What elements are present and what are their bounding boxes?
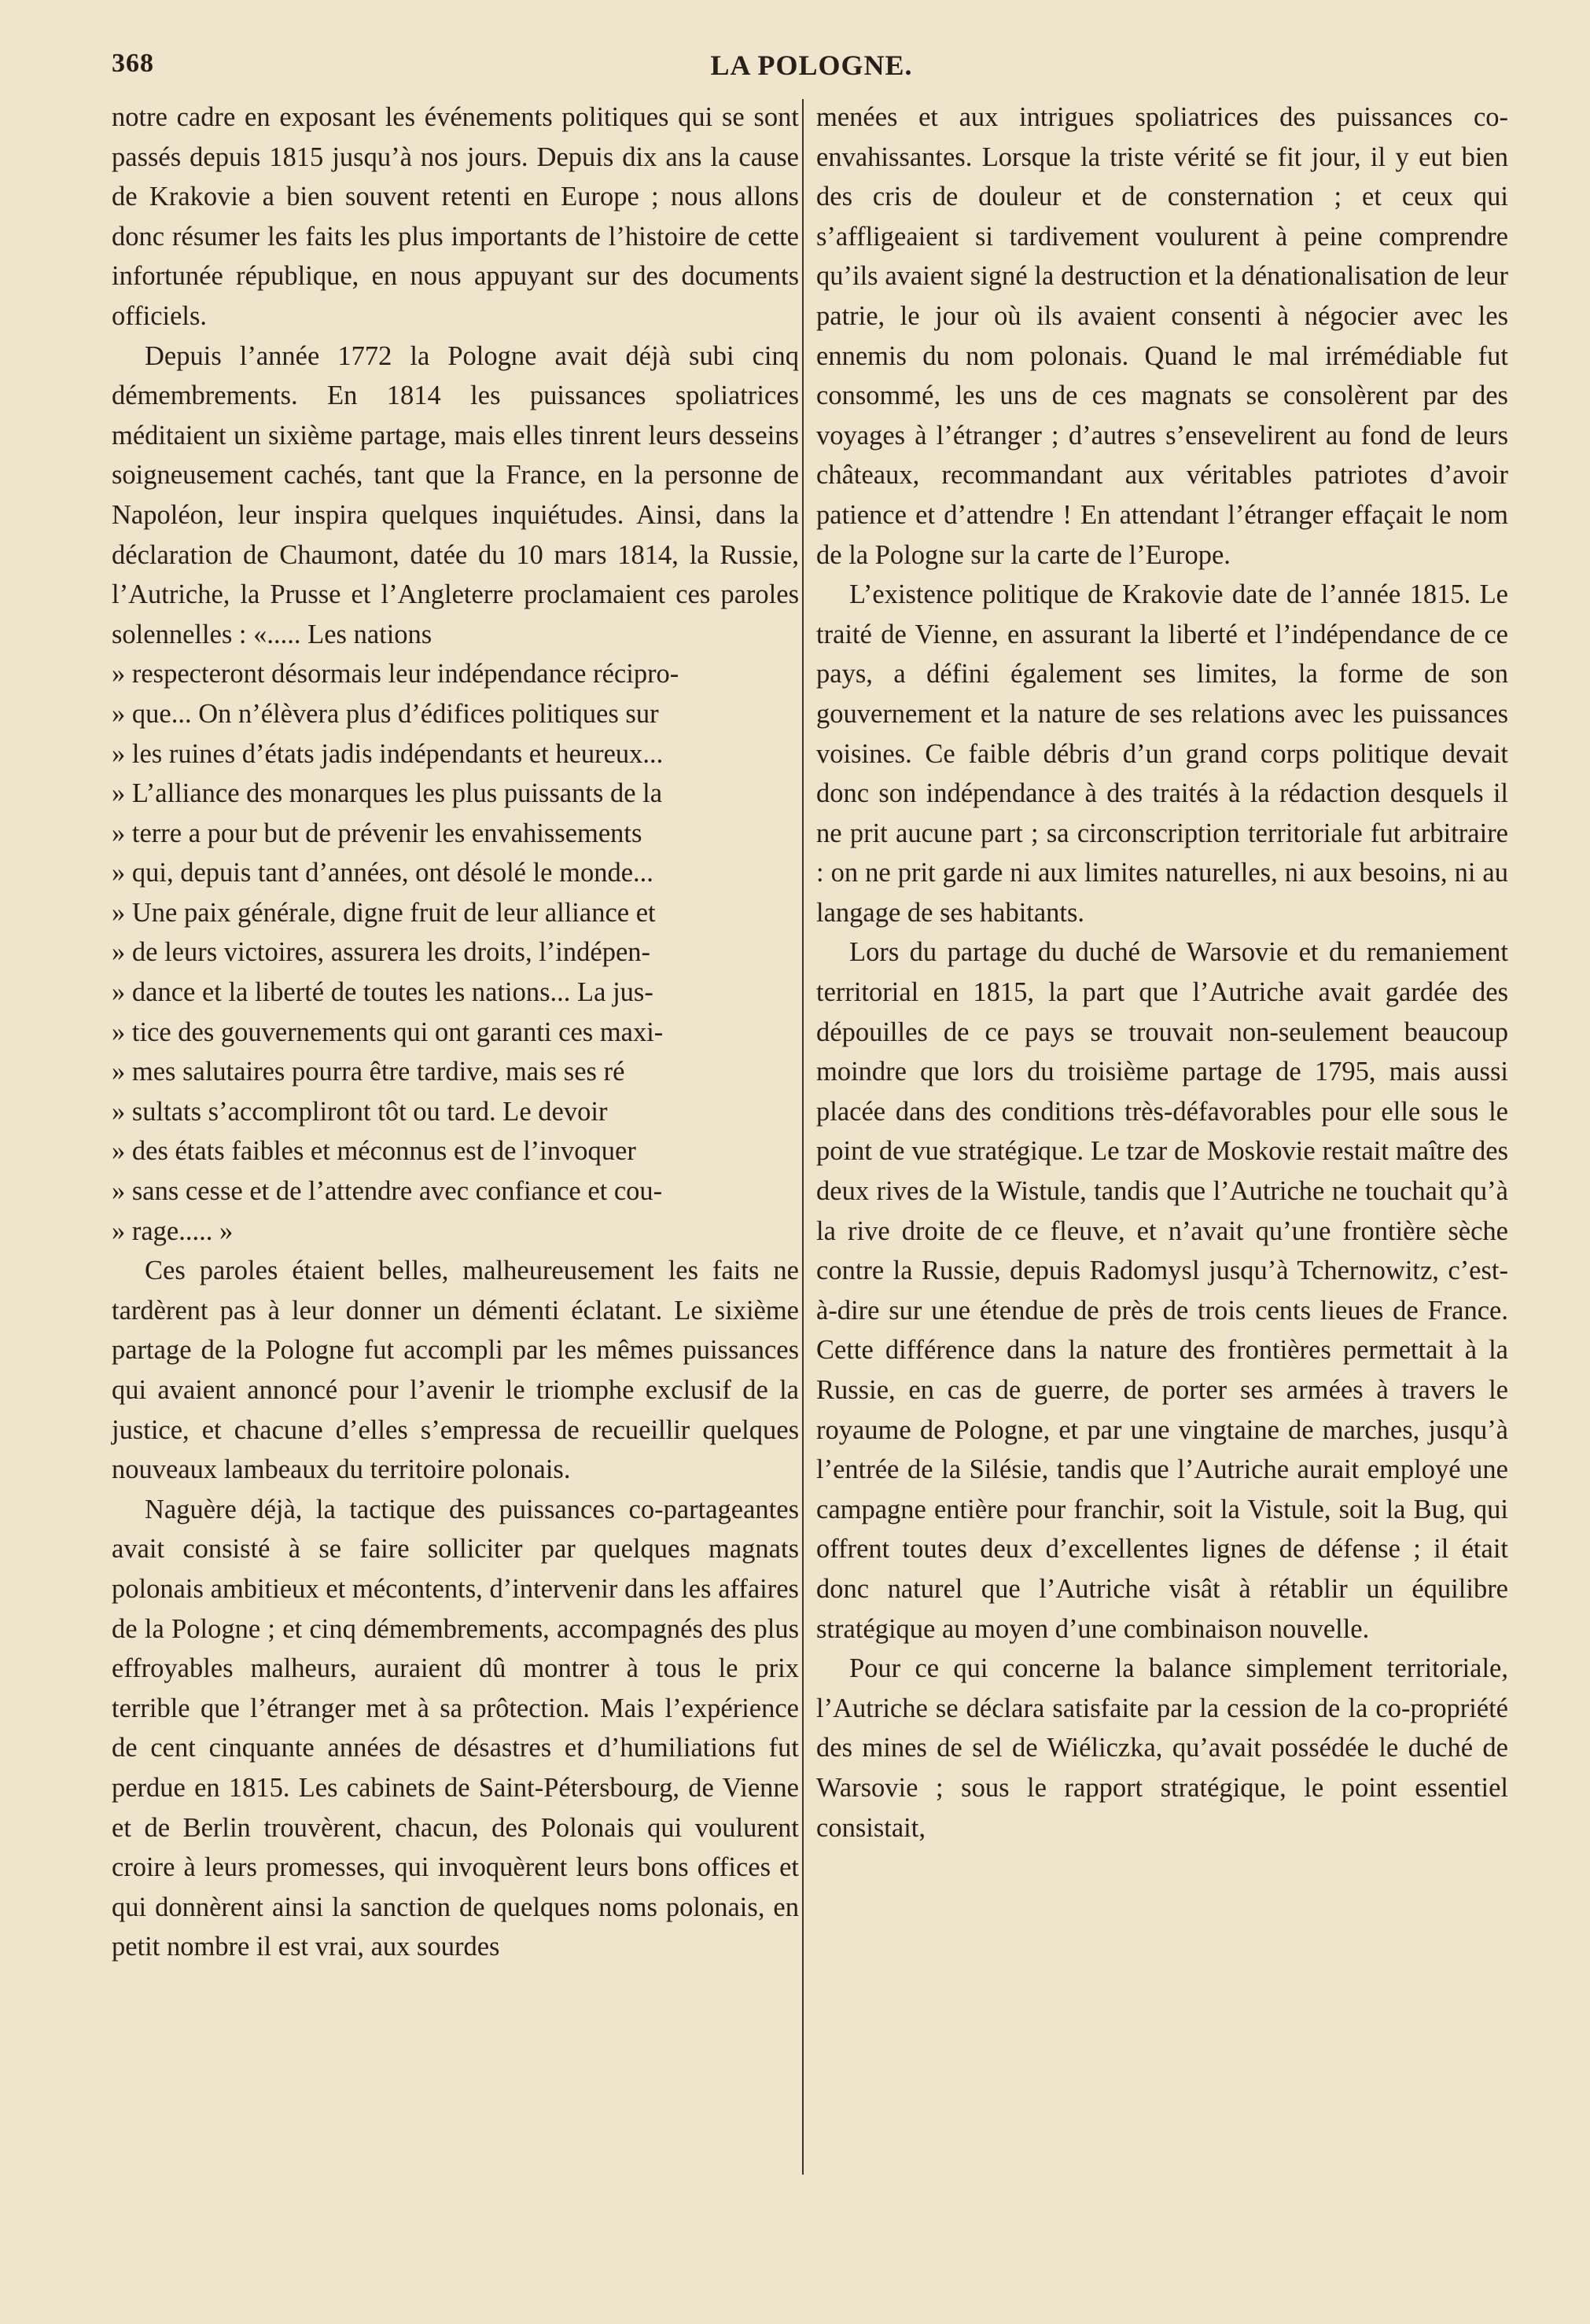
quote-line: » les ruines d’états jadis indépendants et heureux...	[112, 738, 664, 769]
quote-line: » que... On n’élèvera plus d’édifices politiques sur	[112, 698, 659, 729]
page-header	[112, 49, 1511, 88]
quote-line: » qui, depuis tant d’années, ont désolé le monde...	[112, 858, 653, 888]
right-column	[816, 97, 1508, 1848]
paragraph: L’existence politique de Krakovie date de l’année 1815. Le traité de Vienne, en assurant la liberté et l’indépendance de ce pays, a défini également ses limites, la forme de son gouvernement et la nature de ses relations avec les puissances voisines. Ce faible débris d’un grand corps politique devait donc son indépendance à des traités à la rédaction desquels il ne prit aucune part ; sa circonscription territoriale fut arbitraire : on ne prit garde ni aux limites naturelles, ni aux besoins, ni au langage de ses habitants.	[816, 579, 1508, 928]
paragraph: notre cadre en exposant les événements politiques qui se sont passés depuis 1815 jusqu’à nos jours. Depuis dix ans la cause de Krakovie a bien souvent retenti en Europe ; nous allons donc résumer les faits les plus importants de l’histoire de cette infortunée république, en nous appuyant sur des documents officiels.	[112, 102, 799, 331]
quote-line: » L’alliance des monarques les plus puissants de la	[112, 778, 663, 809]
quotation	[112, 654, 799, 1251]
quote-line: » sans cesse et de l’attendre avec confiance et cou-	[112, 1176, 663, 1207]
quote-line: » terre a pour but de prévenir les envahissements	[112, 818, 642, 848]
quote-line: » rage..... »	[112, 1215, 234, 1246]
quote-line: » de leurs victoires, assurera les droits, l’indépen-	[112, 937, 650, 968]
left-column	[112, 97, 799, 1967]
quote-line: » dance et la liberté de toutes les nations... La jus-	[112, 977, 653, 1008]
paragraph: Ces paroles étaient belles, malheureusement les faits ne tardèrent pas à leur donner un démenti éclatant. Le sixième partage de la Pologne fut accompli par les mêmes puissances qui avaient annoncé pour l’avenir le triomphe exclusif de la justice, et chacune d’elles s’empressa de recueillir quelques nouveaux lambeaux du territoire polonais.	[112, 1256, 799, 1485]
paragraph: menées et aux intrigues spoliatrices des puissances co-envahissantes. Lorsque la triste vérité se fit jour, il y eut bien des cris de douleur et de consternation ; et ceux qui s’affligeaient si tardivement voulurent à peine comprendre qu’ils avaient signé la destruction et la dénationalisation de leur patrie, le jour où ils avaient consenti à négocier avec les ennemis du nom polonais. Quand le mal irrémédiable fut consommé, les uns de ces magnats se consolèrent par des voyages à l’étranger ; d’autres s’ensevelirent au fond de leurs châteaux, recommandant aux véritables patriotes d’avoir patience et d’attendre ! En attendant l’étranger effaçait le nom de la Pologne sur la carte de l’Europe.	[816, 102, 1508, 570]
quote-line: » sultats s’accompliront tôt ou tard. Le devoir	[112, 1096, 608, 1127]
quote-line: » tice des gouvernements qui ont garanti ces maxi-	[112, 1017, 664, 1047]
paragraph: Depuis l’année 1772 la Pologne avait déjà subi cinq démembrements. En 1814 les puissances spoliatrices méditaient un sixième partage, mais elles tinrent leurs desseins soigneusement cachés, tant que la France, en la personne de Napoléon, leur inspira quelques inquiétudes. Ainsi, dans la déclaration de Chaumont, datée du 10 mars 1814, la Russie, l’Autriche, la Prusse et l’Angleterre proclamaient ces paroles solennelles : «..... Les nations	[112, 340, 799, 649]
running-title: LA POLOGNE.	[710, 50, 913, 81]
paragraph: Naguère déjà, la tactique des puissances co-partageantes avait consisté à se faire solliciter par quelques magnats polonais ambitieux et mécontents, d’intervenir dans les affaires de la Pologne ; et cinq démembrements, accompagnés des plus effroyables malheurs, auraient dû montrer à tous le prix terrible que l’étranger met à sa prôtection. Mais l’expérience de cent cinquante années de désastres et d’humiliations fut perdue en 1815. Les cabinets de Saint-Pétersbourg, de Vienne et de Berlin trouvèrent, chacun, des Polonais qui voulurent croire à leurs promesses, qui invoquèrent leurs bons offices et qui donnèrent ainsi la sanction de quelques noms polonais, en petit nombre il est vrai, aux sourdes	[112, 1494, 799, 1962]
quote-line: » respecteront désormais leur indépendance récipro-	[112, 659, 679, 689]
quote-line: » des états faibles et méconnus est de l’invoquer	[112, 1136, 636, 1167]
quote-line: » Une paix générale, digne fruit de leur alliance et	[112, 897, 656, 928]
quote-line: » mes salutaires pourra être tardive, mais ses ré	[112, 1057, 625, 1087]
column-divider	[802, 99, 804, 2175]
page-number: 368	[112, 49, 154, 78]
paragraph: Lors du partage du duché de Warsovie et du remaniement territorial en 1815, la part que l’Autriche avait gardée des dépouilles de ce pays se trouvait non-seulement beaucoup moindre que lors du troisième partage de 1795, mais aussi placée dans des conditions très-défavorables pour elle sous le point de vue stratégique. Le tzar de Moskovie restait maître des deux rives de la Wistule, tandis que l’Autriche ne touchait qu’à la rive droite de ce fleuve, et n’avait qu’une frontière sèche contre la Russie, depuis Radomysl jusqu’à Tchernowitz, c’est-à-dire sur une étendue de près de trois cents lieues de France. Cette différence dans la nature des frontières permettait à la Russie, en cas de guerre, de porter ses armées à travers le royaume de Pologne, et par une vingtaine de marches, jusqu’à l’entrée de la Silésie, tandis que l’Autriche aurait employé une campagne entière pour franchir, soit la Vistule, soit la Bug, qui offrent toutes deux d’excellentes lignes de défense ; il était donc naturel que l’Autriche visât à rétablir un équilibre stratégique au moyen d’une combinaison nouvelle.	[816, 937, 1508, 1644]
paragraph: Pour ce qui concerne la balance simplement territoriale, l’Autriche se déclara satisfaite par la cession de la co-propriété des mines de sel de Wiéliczka, qu’avait possédée le duché de Warsovie ; sous le rapport stratégique, le point essentiel consistait,	[816, 1653, 1508, 1843]
